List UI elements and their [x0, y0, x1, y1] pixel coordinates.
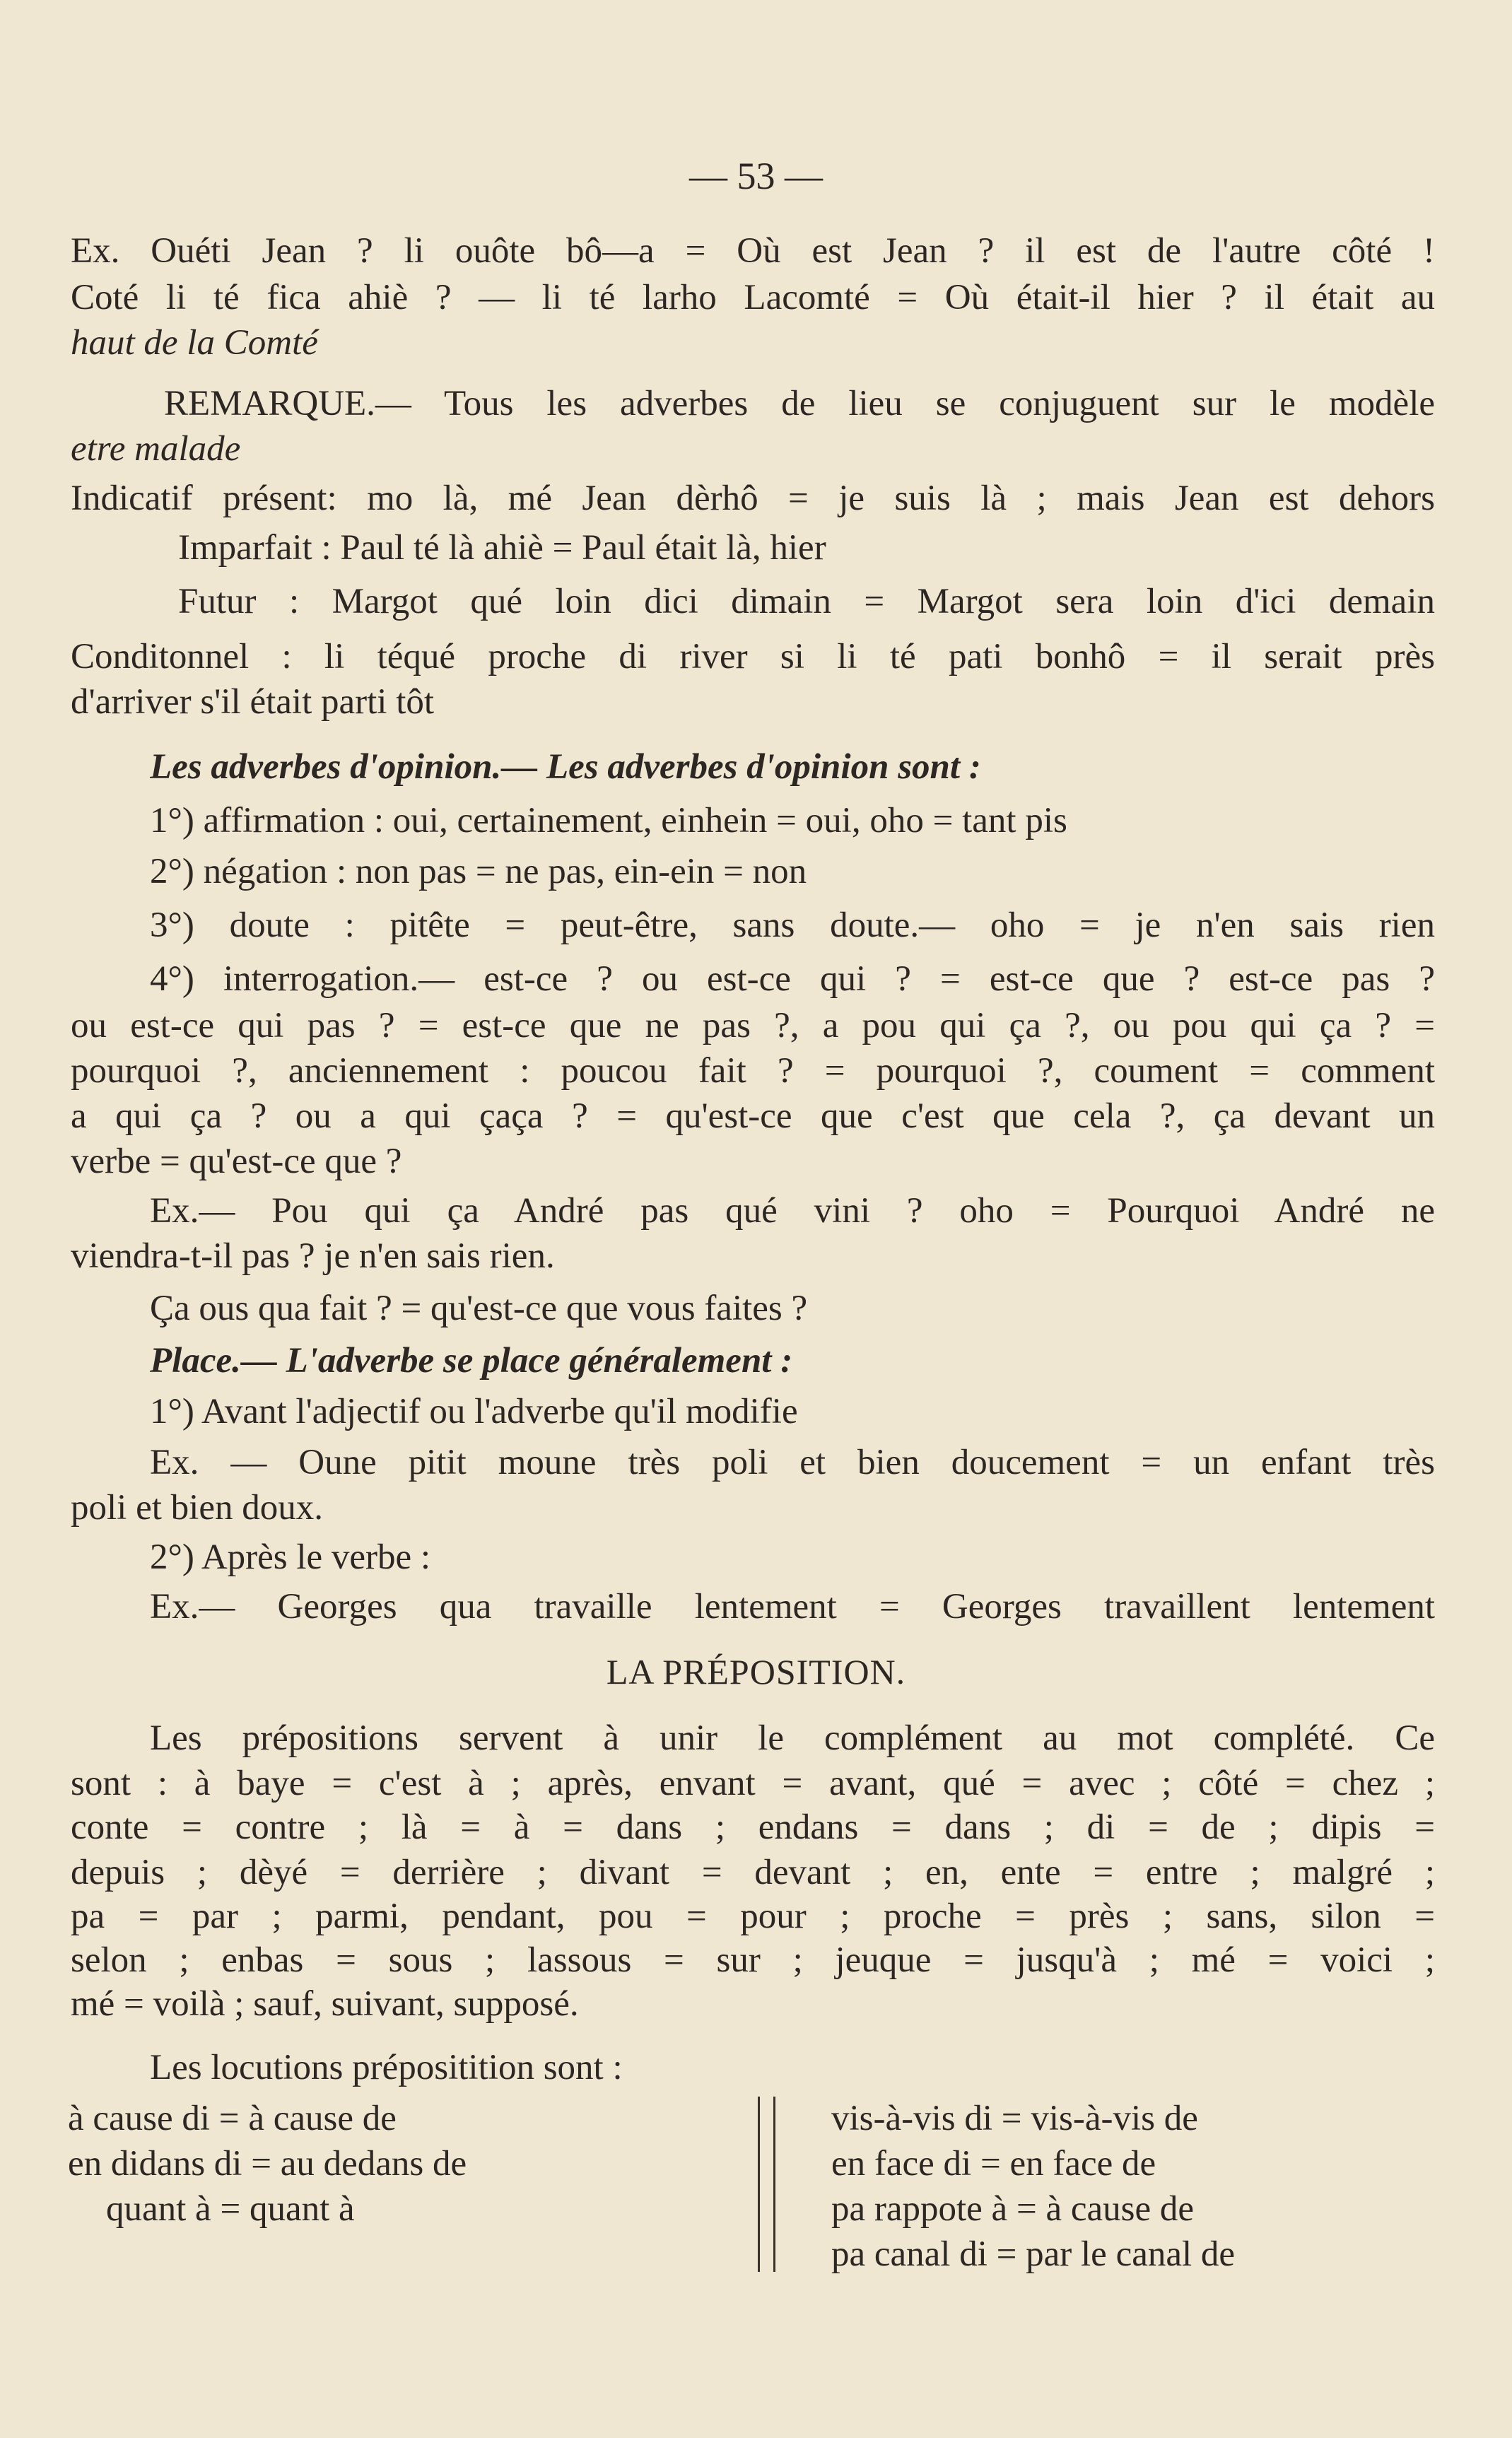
text-line: mé = voilà ; sauf, suivant, supposé. — [71, 1984, 579, 2024]
locutions-left-item: à cause di = à cause de — [68, 2099, 397, 2138]
section-heading-opinion: Les adverbes d'opinion.— Les adverbes d'opinion sont : — [150, 747, 981, 787]
remark-heading: REMARQUE.— Tous les adverbes de lieu se conjuguent sur le modèle — [164, 384, 1435, 423]
text-line: poli et bien doux. — [71, 1488, 323, 1528]
text-line: Les locutions prépositition sont : — [150, 2048, 623, 2087]
locutions-left-item: quant à = quant à — [106, 2189, 355, 2229]
text-line: conte = contre ; là = à = dans ; endans = dans ; di = de ; dipis = — [71, 1807, 1435, 1847]
text-line: 2°) Après le verbe : — [150, 1537, 431, 1577]
text-line: Ex. — Oune pitit moune très poli et bien doucement = un enfant très — [150, 1443, 1435, 1482]
locutions-right-item: vis-à-vis di = vis-à-vis de — [831, 2099, 1198, 2138]
section-heading-place: Place.— L'adverbe se place généralement : — [150, 1341, 793, 1381]
page-number: — 53 — — [689, 155, 823, 197]
text-line: d'arriver s'il était parti tôt — [71, 682, 435, 722]
column-divider — [773, 2097, 775, 2272]
chapter-title: LA PRÉPOSITION. — [606, 1652, 906, 1692]
text-line: Ex.— Pou qui ça André pas qué vini ? oho = Pourquoi André ne — [150, 1191, 1435, 1231]
text-line: Futur : Margot qué loin dici dimain = Margot sera loin d'ici demain — [178, 582, 1435, 621]
text-line: 1°) Avant l'adjectif ou l'adverbe qu'il modifie — [150, 1392, 798, 1431]
text-line: a qui ça ? ou a qui çaça ? = qu'est-ce que c'est que cela ?, ça devant un — [71, 1096, 1435, 1136]
text-line: pa = par ; parmi, pendant, pou = pour ; proche = près ; sans, silon = — [71, 1897, 1435, 1936]
text-line: Les prépositions servent à unir le complément au mot complété. Ce — [150, 1718, 1435, 1758]
column-divider — [758, 2097, 760, 2272]
text-line: Coté li té fica ahiè ? — li té larho Lacomté = Où était-il hier ? il était au — [71, 278, 1435, 317]
text-line: selon ; enbas = sous ; lassous = sur ; jeuque = jusqu'à ; mé = voici ; — [71, 1940, 1435, 1980]
text-line: 4°) interrogation.— est-ce ? ou est-ce qui ? = est-ce que ? est-ce pas ? — [150, 959, 1435, 999]
locutions-left-item: en didans di = au dedans de — [68, 2144, 467, 2184]
text-line: 1°) affirmation : oui, certainement, einhein = oui, oho = tant pis — [150, 801, 1067, 840]
text-line: verbe = qu'est-ce que ? — [71, 1142, 402, 1181]
text-line: etre malade — [71, 429, 241, 469]
text-line: Indicatif présent: mo là, mé Jean dèrhô = je suis là ; mais Jean est dehors — [71, 479, 1435, 518]
text-line: 2°) négation : non pas = ne pas, ein-ein = non — [150, 852, 807, 891]
text-line: viendra-t-il pas ? je n'en sais rien. — [71, 1236, 555, 1276]
text-line: sont : à baye = c'est à ; après, envant = avant, qué = avec ; côté = chez ; — [71, 1764, 1435, 1803]
text-line: haut de la Comté — [71, 323, 318, 363]
locutions-right-item: en face di = en face de — [831, 2144, 1156, 2184]
text-line: 3°) doute : pitête = peut-être, sans doute.— oho = je n'en sais rien — [150, 906, 1435, 945]
locutions-right-item: pa rappote à = à cause de — [831, 2189, 1194, 2229]
text-line: pourquoi ?, anciennement : poucou fait ? = pourquoi ?, coument = comment — [71, 1051, 1435, 1091]
text-line: Ex. Ouéti Jean ? li ouôte bô—a = Où est Jean ? il est de l'autre côté ! — [71, 231, 1435, 271]
text-line: Conditonnel : li téqué proche di river si li té pati bonhô = il serait près — [71, 637, 1435, 676]
text-line: ou est-ce qui pas ? = est-ce que ne pas ?, a pou qui ça ?, ou pou qui ça ? = — [71, 1006, 1435, 1045]
locutions-right-item: pa canal di = par le canal de — [831, 2234, 1236, 2274]
text-line: Imparfait : Paul té là ahiè = Paul était là, hier — [178, 528, 826, 568]
text-line: Ex.— Georges qua travaille lentement = Georges travaillent lentement — [150, 1587, 1435, 1627]
text-line: depuis ; dèyé = derrière ; divant = devant ; en, ente = entre ; malgré ; — [71, 1853, 1435, 1892]
text-line: Ça ous qua fait ? = qu'est-ce que vous faites ? — [150, 1289, 808, 1328]
